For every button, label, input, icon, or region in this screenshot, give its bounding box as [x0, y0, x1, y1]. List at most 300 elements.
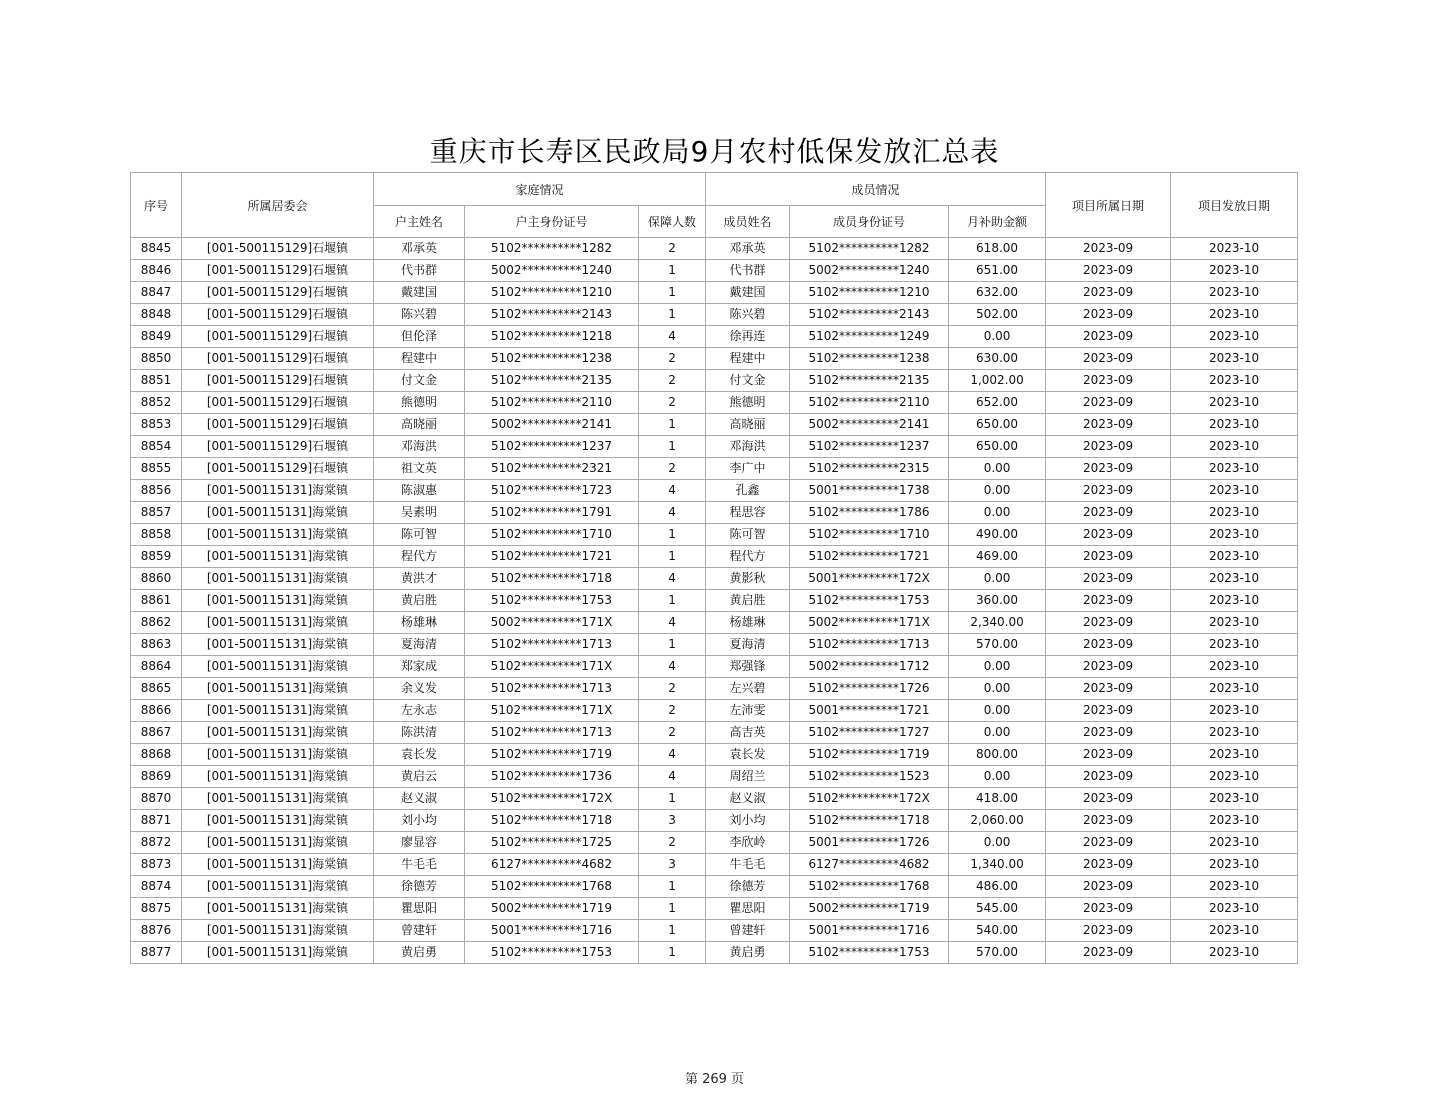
table-row [131, 524, 1298, 546]
committee-cell: [001-500115131]海棠镇 [182, 810, 374, 832]
member-id-cell: 5102**********1718 [790, 810, 949, 832]
head-name-cell: 徐德芳 [374, 876, 465, 898]
payment-date-cell: 2023-10 [1171, 458, 1298, 480]
member-id-cell: 5102**********1249 [790, 326, 949, 348]
member-id-cell: 5102**********1721 [790, 546, 949, 568]
covered-count-cell: 1 [639, 546, 706, 568]
member-id-cell: 5002**********1240 [790, 260, 949, 282]
member-name-cell: 曾建轩 [706, 920, 790, 942]
amount-cell: 618.00 [949, 238, 1046, 260]
project-date-cell: 2023-09 [1046, 546, 1171, 568]
head-name-cell: 余义发 [374, 678, 465, 700]
project-date-cell: 2023-09 [1046, 260, 1171, 282]
table-row [131, 304, 1298, 326]
project-date-cell: 2023-09 [1046, 788, 1171, 810]
member-name-cell: 刘小均 [706, 810, 790, 832]
seq-cell: 8872 [131, 832, 182, 854]
member-id-cell: 5102**********1237 [790, 436, 949, 458]
head-name-cell: 黄洪才 [374, 568, 465, 590]
covered-count-cell: 4 [639, 502, 706, 524]
project-date-cell: 2023-09 [1046, 282, 1171, 304]
member-id-cell: 5102**********1713 [790, 634, 949, 656]
project-date-cell: 2023-09 [1046, 502, 1171, 524]
head-name-cell: 付文金 [374, 370, 465, 392]
covered-count-cell: 2 [639, 392, 706, 414]
seq-cell: 8858 [131, 524, 182, 546]
amount-cell: 1,002.00 [949, 370, 1046, 392]
payment-date-cell: 2023-10 [1171, 854, 1298, 876]
project-date-cell: 2023-09 [1046, 392, 1171, 414]
committee-cell: [001-500115129]石堰镇 [182, 458, 374, 480]
payment-date-cell: 2023-10 [1171, 502, 1298, 524]
member-id-cell: 5102**********1768 [790, 876, 949, 898]
head-id-cell: 5102**********1238 [465, 348, 639, 370]
covered-count-cell: 4 [639, 326, 706, 348]
project-date-cell: 2023-09 [1046, 348, 1171, 370]
seq-cell: 8855 [131, 458, 182, 480]
member-id-cell: 5102**********172X [790, 788, 949, 810]
payment-date-cell: 2023-10 [1171, 238, 1298, 260]
amount-cell: 502.00 [949, 304, 1046, 326]
payment-date-cell: 2023-10 [1171, 744, 1298, 766]
head-name-cell: 陈兴碧 [374, 304, 465, 326]
committee-cell: [001-500115131]海棠镇 [182, 480, 374, 502]
member-name-cell: 郑强锋 [706, 656, 790, 678]
payment-date-cell: 2023-10 [1171, 876, 1298, 898]
amount-cell: 651.00 [949, 260, 1046, 282]
project-date-cell: 2023-09 [1046, 304, 1171, 326]
head-name-cell: 陈淑惠 [374, 480, 465, 502]
head-name-cell: 黄启勇 [374, 942, 465, 964]
table-row [131, 414, 1298, 436]
project-date-cell: 2023-09 [1046, 700, 1171, 722]
amount-cell: 0.00 [949, 326, 1046, 348]
covered-count-cell: 4 [639, 656, 706, 678]
member-id-cell: 5102**********1753 [790, 590, 949, 612]
committee-cell: [001-500115129]石堰镇 [182, 304, 374, 326]
head-name-cell: 赵义淑 [374, 788, 465, 810]
head-name-cell: 代书群 [374, 260, 465, 282]
table-row [131, 898, 1298, 920]
seq-cell: 8871 [131, 810, 182, 832]
amount-cell: 570.00 [949, 634, 1046, 656]
member-id-cell: 5002**********1719 [790, 898, 949, 920]
seq-cell: 8864 [131, 656, 182, 678]
member-id-cell: 5002**********2141 [790, 414, 949, 436]
member-id-cell: 5102**********1282 [790, 238, 949, 260]
project-date-cell: 2023-09 [1046, 414, 1171, 436]
member-name-cell: 陈兴碧 [706, 304, 790, 326]
member-id-cell: 5002**********1712 [790, 656, 949, 678]
committee-cell: [001-500115129]石堰镇 [182, 414, 374, 436]
head-name-cell: 黄启云 [374, 766, 465, 788]
committee-cell: [001-500115129]石堰镇 [182, 282, 374, 304]
covered-count-cell: 2 [639, 832, 706, 854]
covered-count-cell: 3 [639, 810, 706, 832]
relief-summary-table [130, 172, 1298, 964]
member-id-cell: 5102**********1753 [790, 942, 949, 964]
covered-count-cell: 2 [639, 700, 706, 722]
amount-cell: 2,340.00 [949, 612, 1046, 634]
member-name-cell: 邓海洪 [706, 436, 790, 458]
member-id-cell: 5002**********171X [790, 612, 949, 634]
payment-date-cell: 2023-10 [1171, 612, 1298, 634]
col-covered-count: 保障人数 [639, 206, 706, 238]
head-id-cell: 5002**********1240 [465, 260, 639, 282]
project-date-cell: 2023-09 [1046, 480, 1171, 502]
seq-cell: 8873 [131, 854, 182, 876]
head-id-cell: 5102**********1753 [465, 942, 639, 964]
table-body [131, 238, 1298, 964]
col-seq: 序号 [131, 173, 182, 238]
amount-cell: 0.00 [949, 656, 1046, 678]
seq-cell: 8859 [131, 546, 182, 568]
table-row [131, 634, 1298, 656]
seq-cell: 8850 [131, 348, 182, 370]
amount-cell: 0.00 [949, 700, 1046, 722]
amount-cell: 2,060.00 [949, 810, 1046, 832]
head-id-cell: 5001**********1716 [465, 920, 639, 942]
member-id-cell: 5102**********2315 [790, 458, 949, 480]
table-header [131, 173, 1298, 238]
amount-cell: 0.00 [949, 766, 1046, 788]
project-date-cell: 2023-09 [1046, 568, 1171, 590]
covered-count-cell: 1 [639, 524, 706, 546]
project-date-cell: 2023-09 [1046, 590, 1171, 612]
head-id-cell: 5102**********1723 [465, 480, 639, 502]
head-id-cell: 5102**********171X [465, 700, 639, 722]
seq-cell: 8863 [131, 634, 182, 656]
head-id-cell: 6127**********4682 [465, 854, 639, 876]
committee-cell: [001-500115131]海棠镇 [182, 590, 374, 612]
head-name-cell: 戴建国 [374, 282, 465, 304]
table-row [131, 876, 1298, 898]
project-date-cell: 2023-09 [1046, 744, 1171, 766]
col-payment-date: 项目发放日期 [1171, 173, 1298, 238]
project-date-cell: 2023-09 [1046, 436, 1171, 458]
col-head-id: 户主身份证号 [465, 206, 639, 238]
head-name-cell: 程代方 [374, 546, 465, 568]
member-name-cell: 程建中 [706, 348, 790, 370]
project-date-cell: 2023-09 [1046, 722, 1171, 744]
member-name-cell: 戴建国 [706, 282, 790, 304]
head-id-cell: 5102**********1718 [465, 568, 639, 590]
head-name-cell: 牛毛毛 [374, 854, 465, 876]
head-id-cell: 5102**********2110 [465, 392, 639, 414]
amount-cell: 630.00 [949, 348, 1046, 370]
committee-cell: [001-500115131]海棠镇 [182, 766, 374, 788]
covered-count-cell: 1 [639, 436, 706, 458]
committee-cell: [001-500115131]海棠镇 [182, 876, 374, 898]
seq-cell: 8845 [131, 238, 182, 260]
member-id-cell: 5102**********1727 [790, 722, 949, 744]
committee-cell: [001-500115131]海棠镇 [182, 678, 374, 700]
amount-cell: 0.00 [949, 832, 1046, 854]
member-name-cell: 黄启胜 [706, 590, 790, 612]
payment-date-cell: 2023-10 [1171, 392, 1298, 414]
page-number: 第 269 页 [684, 1072, 745, 1087]
committee-cell: [001-500115131]海棠镇 [182, 832, 374, 854]
table-row [131, 942, 1298, 964]
project-date-cell: 2023-09 [1046, 634, 1171, 656]
covered-count-cell: 4 [639, 744, 706, 766]
seq-cell: 8847 [131, 282, 182, 304]
amount-cell: 650.00 [949, 414, 1046, 436]
member-name-cell: 程代方 [706, 546, 790, 568]
head-id-cell: 5102**********171X [465, 656, 639, 678]
seq-cell: 8860 [131, 568, 182, 590]
covered-count-cell: 4 [639, 612, 706, 634]
head-id-cell: 5102**********2143 [465, 304, 639, 326]
covered-count-cell: 1 [639, 634, 706, 656]
table-row [131, 370, 1298, 392]
project-date-cell: 2023-09 [1046, 920, 1171, 942]
committee-cell: [001-500115131]海棠镇 [182, 898, 374, 920]
seq-cell: 8856 [131, 480, 182, 502]
head-name-cell: 夏海清 [374, 634, 465, 656]
seq-cell: 8857 [131, 502, 182, 524]
committee-cell: [001-500115131]海棠镇 [182, 744, 374, 766]
project-date-cell: 2023-09 [1046, 942, 1171, 964]
head-name-cell: 高晓丽 [374, 414, 465, 436]
col-head-name: 户主姓名 [374, 206, 465, 238]
member-id-cell: 5102**********1726 [790, 678, 949, 700]
payment-date-cell: 2023-10 [1171, 304, 1298, 326]
covered-count-cell: 1 [639, 788, 706, 810]
head-id-cell: 5002**********2141 [465, 414, 639, 436]
amount-cell: 360.00 [949, 590, 1046, 612]
covered-count-cell: 4 [639, 480, 706, 502]
seq-cell: 8866 [131, 700, 182, 722]
member-id-cell: 5102**********1710 [790, 524, 949, 546]
head-name-cell: 吴素明 [374, 502, 465, 524]
project-date-cell: 2023-09 [1046, 876, 1171, 898]
project-date-cell: 2023-09 [1046, 238, 1171, 260]
head-id-cell: 5102**********1713 [465, 634, 639, 656]
member-id-cell: 5102**********2110 [790, 392, 949, 414]
table-row [131, 568, 1298, 590]
head-id-cell: 5002**********171X [465, 612, 639, 634]
payment-date-cell: 2023-10 [1171, 546, 1298, 568]
table-row [131, 744, 1298, 766]
covered-count-cell: 1 [639, 590, 706, 612]
table-row [131, 832, 1298, 854]
payment-date-cell: 2023-10 [1171, 370, 1298, 392]
payment-date-cell: 2023-10 [1171, 656, 1298, 678]
seq-cell: 8868 [131, 744, 182, 766]
payment-date-cell: 2023-10 [1171, 700, 1298, 722]
head-name-cell: 祖文英 [374, 458, 465, 480]
payment-date-cell: 2023-10 [1171, 678, 1298, 700]
member-name-cell: 夏海清 [706, 634, 790, 656]
covered-count-cell: 1 [639, 304, 706, 326]
member-name-cell: 高吉英 [706, 722, 790, 744]
member-id-cell: 5001**********1738 [790, 480, 949, 502]
committee-cell: [001-500115131]海棠镇 [182, 546, 374, 568]
head-id-cell: 5102**********1710 [465, 524, 639, 546]
table-row [131, 260, 1298, 282]
head-name-cell: 陈洪清 [374, 722, 465, 744]
amount-cell: 490.00 [949, 524, 1046, 546]
member-name-cell: 瞿思阳 [706, 898, 790, 920]
covered-count-cell: 1 [639, 414, 706, 436]
head-name-cell: 但伦泽 [374, 326, 465, 348]
project-date-cell: 2023-09 [1046, 898, 1171, 920]
committee-cell: [001-500115129]石堰镇 [182, 348, 374, 370]
committee-cell: [001-500115131]海棠镇 [182, 942, 374, 964]
member-name-cell: 高晓丽 [706, 414, 790, 436]
member-id-cell: 5102**********1719 [790, 744, 949, 766]
seq-cell: 8867 [131, 722, 182, 744]
table-row [131, 854, 1298, 876]
amount-cell: 540.00 [949, 920, 1046, 942]
member-name-cell: 徐再连 [706, 326, 790, 348]
project-date-cell: 2023-09 [1046, 656, 1171, 678]
member-name-cell: 黄启勇 [706, 942, 790, 964]
amount-cell: 0.00 [949, 568, 1046, 590]
committee-cell: [001-500115131]海棠镇 [182, 854, 374, 876]
seq-cell: 8874 [131, 876, 182, 898]
project-date-cell: 2023-09 [1046, 612, 1171, 634]
committee-cell: [001-500115129]石堰镇 [182, 392, 374, 414]
table-row [131, 238, 1298, 260]
seq-cell: 8861 [131, 590, 182, 612]
committee-cell: [001-500115131]海棠镇 [182, 568, 374, 590]
amount-cell: 0.00 [949, 458, 1046, 480]
table-row [131, 458, 1298, 480]
covered-count-cell: 1 [639, 876, 706, 898]
project-date-cell: 2023-09 [1046, 370, 1171, 392]
member-id-cell: 5102**********1210 [790, 282, 949, 304]
committee-cell: [001-500115129]石堰镇 [182, 436, 374, 458]
covered-count-cell: 1 [639, 282, 706, 304]
payment-date-cell: 2023-10 [1171, 722, 1298, 744]
table-row [131, 788, 1298, 810]
payment-date-cell: 2023-10 [1171, 524, 1298, 546]
head-id-cell: 5102**********1768 [465, 876, 639, 898]
amount-cell: 650.00 [949, 436, 1046, 458]
seq-cell: 8853 [131, 414, 182, 436]
table-row [131, 502, 1298, 524]
member-name-cell: 熊德明 [706, 392, 790, 414]
table-row [131, 722, 1298, 744]
table-row [131, 326, 1298, 348]
seq-cell: 8848 [131, 304, 182, 326]
head-id-cell: 5102**********1753 [465, 590, 639, 612]
head-name-cell: 曾建轩 [374, 920, 465, 942]
project-date-cell: 2023-09 [1046, 854, 1171, 876]
head-id-cell: 5102**********1736 [465, 766, 639, 788]
page-title: 重庆市长寿区民政局9月农村低保发放汇总表 [429, 135, 1000, 168]
payment-date-cell: 2023-10 [1171, 832, 1298, 854]
table-row [131, 392, 1298, 414]
covered-count-cell: 4 [639, 568, 706, 590]
member-id-cell: 5001**********1726 [790, 832, 949, 854]
col-monthly-amount: 月补助金额 [949, 206, 1046, 238]
covered-count-cell: 2 [639, 370, 706, 392]
amount-cell: 469.00 [949, 546, 1046, 568]
head-id-cell: 5102**********1237 [465, 436, 639, 458]
head-id-cell: 5102**********1713 [465, 678, 639, 700]
table-row [131, 282, 1298, 304]
member-id-cell: 5102**********1786 [790, 502, 949, 524]
head-name-cell: 程建中 [374, 348, 465, 370]
committee-cell: [001-500115131]海棠镇 [182, 700, 374, 722]
project-date-cell: 2023-09 [1046, 832, 1171, 854]
member-name-cell: 徐德芳 [706, 876, 790, 898]
covered-count-cell: 3 [639, 854, 706, 876]
head-name-cell: 左永志 [374, 700, 465, 722]
head-name-cell: 瞿思阳 [374, 898, 465, 920]
col-project-date: 项目所属日期 [1046, 173, 1171, 238]
member-name-cell: 李广中 [706, 458, 790, 480]
project-date-cell: 2023-09 [1046, 524, 1171, 546]
amount-cell: 545.00 [949, 898, 1046, 920]
head-name-cell: 熊德明 [374, 392, 465, 414]
seq-cell: 8849 [131, 326, 182, 348]
member-name-cell: 黄影秋 [706, 568, 790, 590]
head-id-cell: 5102**********1791 [465, 502, 639, 524]
group-member: 成员情况 [706, 173, 1046, 206]
amount-cell: 632.00 [949, 282, 1046, 304]
member-name-cell: 李欣岭 [706, 832, 790, 854]
covered-count-cell: 1 [639, 920, 706, 942]
committee-cell: [001-500115131]海棠镇 [182, 634, 374, 656]
amount-cell: 0.00 [949, 722, 1046, 744]
seq-cell: 8854 [131, 436, 182, 458]
payment-date-cell: 2023-10 [1171, 810, 1298, 832]
col-member-id: 成员身份证号 [790, 206, 949, 238]
amount-cell: 418.00 [949, 788, 1046, 810]
payment-date-cell: 2023-10 [1171, 414, 1298, 436]
table-row [131, 590, 1298, 612]
head-name-cell: 刘小均 [374, 810, 465, 832]
covered-count-cell: 1 [639, 260, 706, 282]
head-id-cell: 5102**********2135 [465, 370, 639, 392]
amount-cell: 800.00 [949, 744, 1046, 766]
member-name-cell: 左兴碧 [706, 678, 790, 700]
payment-date-cell: 2023-10 [1171, 920, 1298, 942]
seq-cell: 8877 [131, 942, 182, 964]
amount-cell: 570.00 [949, 942, 1046, 964]
project-date-cell: 2023-09 [1046, 458, 1171, 480]
head-id-cell: 5102**********1718 [465, 810, 639, 832]
member-name-cell: 牛毛毛 [706, 854, 790, 876]
member-name-cell: 杨雄琳 [706, 612, 790, 634]
head-id-cell: 5102**********1210 [465, 282, 639, 304]
member-name-cell: 陈可智 [706, 524, 790, 546]
seq-cell: 8862 [131, 612, 182, 634]
payment-date-cell: 2023-10 [1171, 766, 1298, 788]
member-id-cell: 5102**********2143 [790, 304, 949, 326]
payment-date-cell: 2023-10 [1171, 634, 1298, 656]
payment-date-cell: 2023-10 [1171, 348, 1298, 370]
table-row [131, 700, 1298, 722]
member-id-cell: 5102**********1238 [790, 348, 949, 370]
payment-date-cell: 2023-10 [1171, 590, 1298, 612]
head-name-cell: 郑家成 [374, 656, 465, 678]
covered-count-cell: 1 [639, 898, 706, 920]
member-id-cell: 6127**********4682 [790, 854, 949, 876]
head-name-cell: 袁长发 [374, 744, 465, 766]
committee-cell: [001-500115129]石堰镇 [182, 370, 374, 392]
member-id-cell: 5001**********1721 [790, 700, 949, 722]
seq-cell: 8876 [131, 920, 182, 942]
amount-cell: 486.00 [949, 876, 1046, 898]
member-id-cell: 5102**********1523 [790, 766, 949, 788]
seq-cell: 8875 [131, 898, 182, 920]
project-date-cell: 2023-09 [1046, 810, 1171, 832]
